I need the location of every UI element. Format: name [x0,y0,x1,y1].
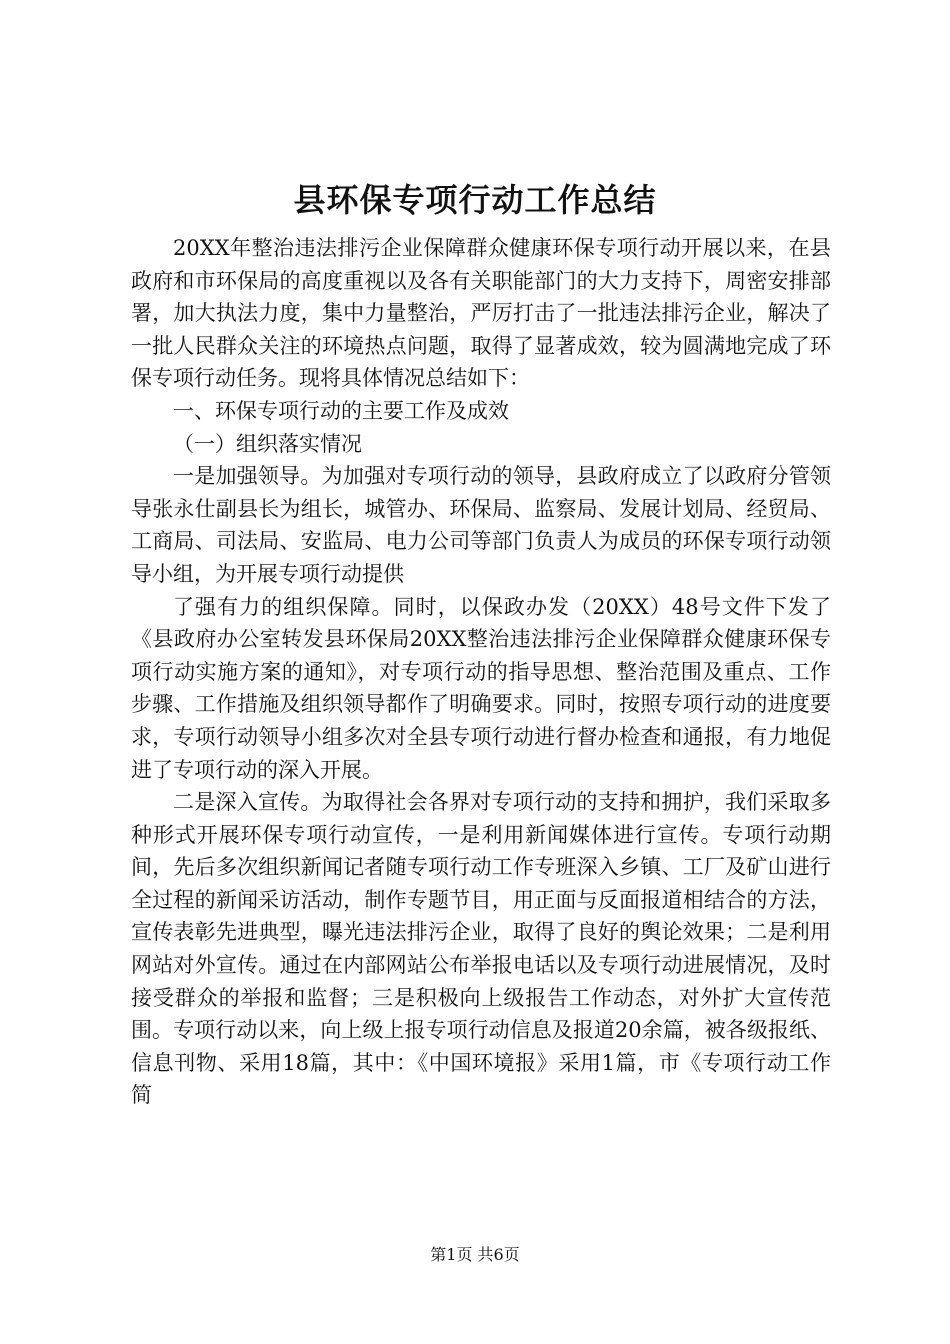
paragraph-intro: 20XX年整治违法排污企业保障群众健康环保专项行动开展以来，在县政府和市环保局的高度重视以及各有关职能部门的大力支持下，周密安排部署，加大执法力度，集中力量整治，严厉打击了一批违法排污企业，解决了一批人民群众关注的环境热点问题，取得了显著成效，较为圆满地完成了环保专项行动任务。现将具体情况总结如下： [131,236,831,391]
paragraph-organization-guarantee: 了强有力的组织保障。同时，以保政办发（20XX）48号文件下发了《县政府办公室转发县环保局20XX整治违法排污企业保障群众健康环保专项行动实施方案的通知》，对专项行动的指导思想、整治范围及重点、工作步骤、工作措施及组织领导都作了明确要求。同时，按照专项行动的进度要求，专项行动领导小组多次对全县专项行动进行督办检查和通报，有力地促进了专项行动的深入开展。 [131,594,831,782]
document-body [131,232,831,1112]
document-title: 县环保专项行动工作总结 [293,181,657,219]
section-heading-main-work: 一、环保专项行动的主要工作及成效 [173,398,509,423]
page-number-footer: 第1页 共6页 [430,1245,520,1264]
subsection-heading-organization: （一）组织落实情况 [173,431,362,456]
paragraph-leadership: 一是加强领导。为加强对专项行动的领导，县政府成立了以政府分管领导张永仕副县长为组长，城管办、环保局、监察局、发展计划局、经贸局、工商局、司法局、安监局、电力公司等部门负责人为成员的环保专项行动领导小组，为开展专项行动提供 [131,464,831,586]
paragraph-publicity: 二是深入宣传。为取得社会各界对专项行动的支持和拥护，我们采取多种形式开展环保专项行动宣传，一是利用新闻媒体进行宣传。专项行动期间，先后多次组织新闻记者随专项行动工作专班深入乡镇、工厂及矿山进行全过程的新闻采访活动，制作专题节目，用正面与反面报道相结合的方法，宣传表彰先进典型，曝光违法排污企业，取得了良好的舆论效果；二是利用网站对外宣传。通过在内部网站公布举报电话以及专项行动进展情况，及时接受群众的举报和监督；三是积极向上级报告工作动态，对外扩大宣传范围。专项行动以来，向上级上报专项行动信息及报道20余篇，被各级报纸、信息刊物、采用18篇，其中：《中国环境报》采用1篇，市《专项行动工作简 [131,790,831,1108]
